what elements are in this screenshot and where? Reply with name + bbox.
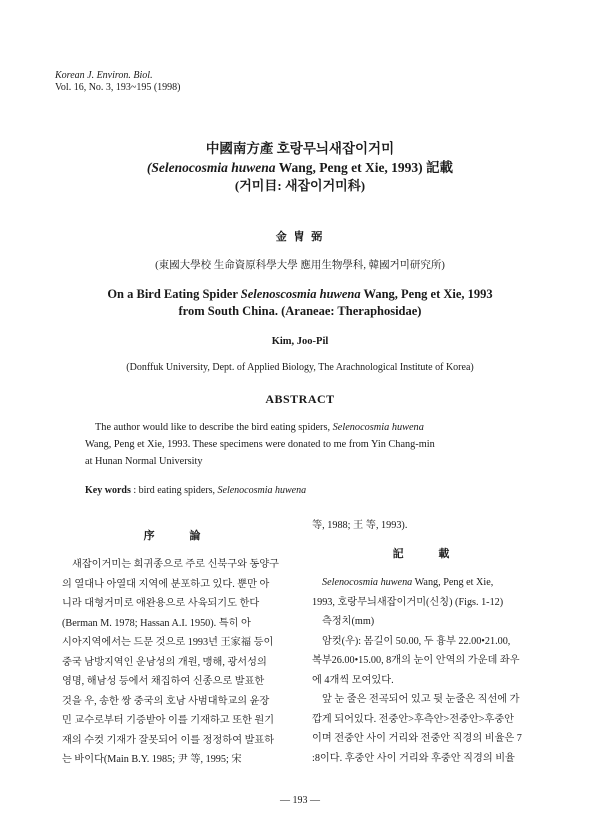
journal-volume: Vol. 16, No. 3, 193~195 (1998): [55, 82, 181, 93]
intro-line: 중국 남방지역인 운남성의 개원, 맹해, 광서성의: [62, 656, 267, 668]
title-english-post: Wang, Peng et Xie, 1993: [360, 287, 493, 301]
title-english: [0, 287, 600, 302]
record-line: :8이다. 후중안 사이 거리와 후중안 직경의 비율: [312, 752, 515, 764]
affiliation-english: (Donffuk University, Dept. of Applied Biology, The Arachnological Institute of Korea): [126, 362, 474, 373]
record-line: 복부26.00•15.00, 8개의 눈이 안역의 가운데 좌우: [312, 655, 520, 666]
record-line: 측정치(mm): [322, 616, 375, 627]
record-line: [312, 573, 546, 593]
record-line: 이며 전중안 사이 거리와 전중안 직경의 비율은 7: [312, 733, 522, 744]
intro-line: 는 바이다(Main B.Y. 1985; 尹 等, 1995; 宋: [62, 754, 242, 765]
intro-line: 영명, 해남성 등에서 채집하여 신종으로 발표한: [62, 676, 265, 687]
record-line: 1993, 호랑무늬새잡이거미(신칭) (Figs. 1-12): [312, 596, 504, 608]
intro-line: 재의 수컷 기재가 잘못되어 이를 정정하여 발표하: [62, 734, 275, 746]
intro-line: 민 교수로부터 기증받아 이를 기재하고 또한 원기: [62, 715, 275, 726]
abstract-text: The author would like to describe the bird eating spiders,: [95, 422, 333, 433]
keywords: [85, 485, 306, 496]
section-heading-introduction: 序 論: [143, 530, 217, 542]
page-number: — 193 —: [280, 795, 320, 806]
intro-line: 니라 대형거미로 애완용으로 사육되기도 한다: [62, 598, 260, 609]
journal-name: Korean J. Environ. Biol.: [55, 70, 153, 81]
intro-line: 새잡이거미는 희귀종으로 주로 신북구와 동양구: [72, 559, 280, 570]
title-korean: 中國南方產 호랑무늬새잡이거미: [205, 141, 395, 156]
author-korean: 金 冑 弼: [275, 231, 325, 243]
keywords-text: bird eating spiders,: [138, 485, 218, 496]
title-english-species: Selenoscosmia huwena: [240, 287, 361, 301]
record-line: 앞 눈 줄은 전곡되어 있고 뒷 눈줄은 직선에 가: [322, 694, 520, 705]
abstract-heading: ABSTRACT: [265, 392, 335, 406]
abstract-line: [85, 419, 531, 436]
record-line: 암컷(우): 몸길이 50.00, 두 흉부 22.00•21.00,: [322, 635, 511, 647]
intro-line: 시아지역에서는 드문 것으로 1993년 王家福 등이: [62, 637, 274, 648]
intro-line: (Berman M. 1978; Hassan A.I. 1950). 특히 아: [62, 617, 251, 629]
record-body: [312, 573, 546, 768]
record-species-authority: Wang, Peng et Xie,: [412, 577, 494, 588]
record-species: Selenocosmia huwena: [322, 577, 413, 588]
species-authority: Wang, Peng et Xie, 1993) 記載: [275, 160, 454, 175]
intro-line: 것을 우, 송한 쌍 중국의 호남 사범대학교의 윤장: [62, 695, 270, 707]
title-korean-species: [0, 156, 600, 176]
intro-line: 의 열대나 아열대 지역에 분포하고 있다. 뿐만 아: [62, 578, 270, 590]
title-english-pre: On a Bird Eating Spider: [107, 287, 241, 301]
abstract-line: at Hunan Normal University: [85, 456, 203, 467]
title-korean-taxonomy: (거미目: 새잡이거미科): [234, 178, 366, 193]
abstract-line: Wang, Peng et Xie, 1993. These specimens were donated to me from Yin Chang-min: [85, 439, 435, 450]
affiliation-korean: (東國大學校 生命資原科學大學 應用生物學科, 韓國거미研究所): [155, 260, 445, 271]
keywords-species: Selenocosmia huwena: [217, 485, 307, 496]
record-line: 에 4개씩 모여있다.: [312, 674, 394, 686]
abstract-body: [85, 419, 531, 470]
author-english: Kim, Joo-Pil: [271, 336, 329, 347]
section-heading-record: 記 載: [392, 548, 466, 560]
introduction-body: [62, 555, 298, 770]
species-name: (Selenocosmia huwena: [146, 160, 276, 175]
abstract-species: Selenocosmia huwena: [332, 422, 424, 433]
record-line: 깝게 되어있다. 전중안>후측안>전중안>후중안: [312, 713, 515, 725]
intro-continuation: 等, 1988; 王 等, 1993).: [312, 520, 408, 531]
title-english-line2: from South China. (Araneae: Theraphosidae): [178, 304, 422, 318]
keywords-label: Key words: [85, 485, 131, 496]
journal-citation: [55, 70, 181, 94]
keywords-separator: :: [130, 485, 139, 496]
